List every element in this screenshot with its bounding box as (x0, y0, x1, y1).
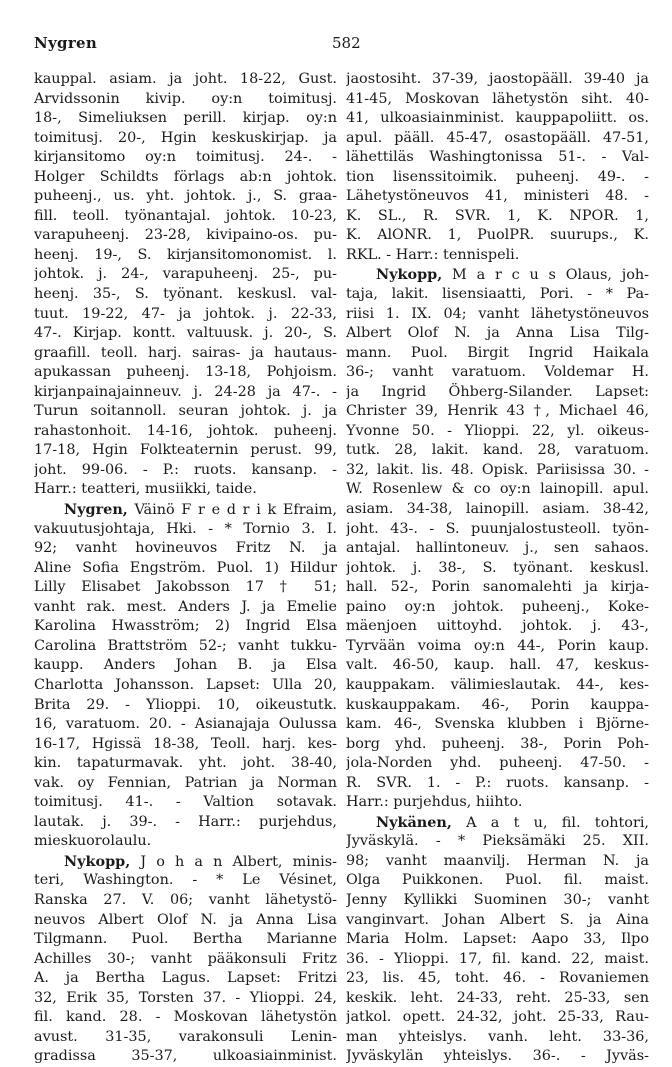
text-line (346, 1028, 649, 1048)
line-text: 41, ulkoasiainminist. kauppapoliitt. os. (346, 110, 649, 127)
text-line (346, 344, 649, 364)
line-text: Olaus, joh- (555, 267, 649, 284)
line-text: Christer 39, Henrik 43 †, Michael 46, (346, 403, 649, 420)
text-line (34, 911, 337, 931)
text-line (34, 168, 337, 188)
line-text: , fil. tohtori, (542, 814, 649, 831)
line-text: Arvidssonin kivip. oy:n toimitusj. (34, 90, 337, 107)
entry-given-names: M a r c u s (452, 267, 556, 284)
text-line (346, 226, 649, 246)
line-text: jola-Norden yhd. puheenj. 47-50. - (346, 755, 649, 772)
text-line (346, 637, 649, 657)
running-head: Nygren (34, 34, 98, 52)
text-line (346, 70, 649, 90)
line-text: 47-. Kirjap. kontt. valtuusk. j. 20-, S. (34, 325, 337, 342)
line-text: kauppal. asiam. ja joht. 18-22, Gust. (34, 71, 337, 87)
line-text: keskik. leht. 24-33, reht. 25-33, sen (346, 989, 649, 1006)
text-line (34, 520, 337, 540)
line-text: heenj. 35-, S. työnant. keskusl. val- (34, 286, 337, 303)
line-text: A. ja Bertha Lagus. Lapset: Fritzi (34, 970, 337, 987)
text-line (346, 285, 649, 305)
entry-given-names: J o h a n (140, 853, 223, 870)
text-line (34, 187, 337, 207)
text-line (34, 656, 337, 676)
line-text: 92; vanht hovineuvos Fritz N. ja (34, 540, 337, 557)
text-line (34, 832, 337, 852)
line-text: hall. 52-, Porin sanomalehti ja kirja- (346, 579, 649, 596)
text-line (34, 461, 337, 481)
line-text: 32, Erik 35, Torsten 37. - Ylioppi. 24, (34, 989, 337, 1006)
text-line (34, 617, 337, 637)
text-line (34, 578, 337, 598)
line-text: paino oy:n johtok. puheenj., Koke- (346, 598, 649, 615)
line-text: Jyväskylä. - * Pieksämäki 25. XII. (346, 833, 649, 850)
text-line (346, 696, 649, 716)
line-text: Tyrvään voima oy:n 44-, Porin kaup. (346, 637, 649, 654)
text-line (34, 871, 337, 891)
line-text: mäenjoen uittoyhd. johtok. j. 43-, (346, 618, 649, 635)
line-text: toimitusj. 41-. - Valtion sotavak. (34, 794, 337, 811)
text-line (346, 559, 649, 579)
text-line (346, 520, 649, 540)
entry-surname: Nygren, (64, 501, 128, 519)
text-line (34, 930, 337, 950)
text-line (346, 950, 649, 970)
text-line (346, 187, 649, 207)
line-text: lautak. j. 39-. - Harr.: purjehdus, (34, 813, 337, 830)
line-text: tion lisenssitoimik. puheenj. 49-. - (346, 168, 649, 185)
line-text: Turun soitannoll. seuran johtok. j. ja (34, 403, 337, 420)
text-line (346, 246, 649, 266)
text-line (34, 813, 337, 833)
entry-surname: Nykänen, (376, 813, 452, 831)
entry-headline (34, 852, 337, 872)
text-line (346, 676, 649, 696)
text-line (346, 422, 649, 442)
text-line (346, 480, 649, 500)
line-text: 23, lis. 45, toht. 46. - Rovaniemen (346, 970, 649, 987)
line-text: 16-17, Hgissä 18-38, Teoll. harj. kes- (34, 735, 337, 752)
line-text: Achilles 30-; vanht pääkonsuli Fritz (34, 950, 337, 967)
line-text: teri, Washington. - * Le Vésinet, (34, 872, 337, 889)
line-text: Maria Holm. Lapset: Aapo 33, Ilpo (346, 931, 649, 948)
line-text: RKL. - Harr.: tennispeli. (346, 246, 520, 263)
entry-given-names: Väinö F r e d r i k (134, 502, 277, 519)
line-text: antajal. hallintoneuv. j., sen sahaos. (346, 540, 649, 557)
text-line (346, 168, 649, 188)
text-line (34, 696, 337, 716)
text-line (346, 324, 649, 344)
line-text: apukassan puheenj. 13-18, Pohjoism. (34, 364, 337, 381)
line-text: 18-, Simeliuksen perill. kirjap. oy:n (34, 110, 337, 127)
line-text: mieskuorolaulu. (34, 833, 152, 850)
text-line (34, 774, 337, 794)
text-line (34, 754, 337, 774)
line-text: 41-45, Moskovan lähetystön siht. 40- (346, 90, 649, 107)
text-line (346, 500, 649, 520)
text-line (34, 989, 337, 1009)
line-text: kam. 46-, Svenska klubben i Björne- (346, 716, 649, 733)
text-line (346, 715, 649, 735)
text-line (34, 324, 337, 344)
text-line (34, 891, 337, 911)
entry-headline (346, 265, 649, 285)
text-line (346, 598, 649, 618)
line-text: graafill. teoll. harj. sairas- ja hautaus- (34, 344, 337, 361)
line-text: vak. oy Fennian, Patrian ja Norman (34, 774, 337, 791)
line-text: Yvonne 50. - Ylioppi. 22, yl. oikeus- (346, 422, 649, 439)
line-text: vanginvart. Johan Albert S. ja Aina (346, 911, 649, 928)
line-text: jaostosiht. 37-39, jaostopääll. 39-40 ja (346, 71, 649, 87)
text-line (346, 129, 649, 149)
text-line (346, 90, 649, 110)
text-line (346, 383, 649, 403)
text-line (34, 90, 337, 110)
page-number: 582 (332, 34, 361, 52)
text-line (346, 461, 649, 481)
line-text: gradissa 35-37, ulkoasiainminist. (34, 1048, 337, 1065)
line-text: fil. kand. 28. - Moskovan lähetystön (34, 1009, 337, 1026)
line-text: kin. tapaturmavak. yht. joht. 38-40, (34, 755, 337, 772)
line-text: Efraim, (276, 502, 337, 519)
text-line (34, 129, 337, 149)
line-text: Albert, minis- (222, 853, 337, 870)
line-text: Brita 29. - Ylioppi. 10, oikeustutk. (34, 696, 337, 713)
text-line (346, 109, 649, 129)
line-text: 17-18, Hgin Folkteaternin perust. 99, (34, 442, 337, 459)
text-line (34, 226, 337, 246)
text-line (346, 441, 649, 461)
text-line (346, 911, 649, 931)
line-text: heenj. 19-, S. kirjansitomonomist. l. (34, 246, 337, 263)
line-text: kuskauppakam. 46-, Porin kauppa- (346, 696, 649, 713)
line-text: Charlotta Johansson. Lapset: Ulla 20, (34, 676, 337, 693)
line-text: joht. 99-06. - P.: ruots. kansanp. - (34, 461, 337, 478)
line-text: johtok. j. 38-, S. työnant. keskusl. (346, 559, 649, 576)
text-line (34, 1008, 337, 1028)
text-line (346, 930, 649, 950)
line-text: K. SL., R. SVR. 1, K. NPOR. 1, (346, 207, 649, 224)
line-text: apul. pääll. 45-47, osastopääll. 47-51, (346, 129, 649, 146)
line-text: kirjanpainajainneuv. j. 24-28 ja 47-. - (34, 383, 337, 400)
text-line (346, 539, 649, 559)
text-line (34, 715, 337, 735)
text-line (34, 676, 337, 696)
line-text: Carolina Brattström 52-; vanht tukku- (34, 637, 337, 654)
line-text: kirjansitomo oy:n toimitusj. 24-. - (34, 149, 337, 166)
text-line (34, 383, 337, 403)
line-text: rahastonhoit. 14-16, johtok. puheenj. (34, 422, 337, 439)
text-line (346, 969, 649, 989)
text-line (346, 148, 649, 168)
text-line (346, 1047, 649, 1067)
line-text: varapuheenj. 23-28, kivipaino-os. pu- (34, 227, 337, 244)
line-text: borg yhd. puheenj. 38-, Porin Poh- (346, 735, 649, 752)
page-header (34, 34, 644, 56)
text-line (346, 871, 649, 891)
text-line (34, 305, 337, 325)
line-text: 16, varatuom. 20. - Asianajaja Oulussa (34, 716, 337, 733)
line-text: jatkol. opett. 24-32, joht. 25-33, Rau- (346, 1009, 649, 1026)
line-text: mann. Puol. Birgit Ingrid Haikala (346, 344, 649, 361)
line-text: man yhteislys. vanh. leht. 33-36, (346, 1028, 649, 1045)
text-line (346, 578, 649, 598)
text-line (34, 285, 337, 305)
text-line (34, 950, 337, 970)
line-text: 98; vanht maanvilj. Herman N. ja (346, 852, 649, 869)
left-column (34, 70, 337, 1067)
text-line (34, 265, 337, 285)
text-line (346, 656, 649, 676)
right-column (346, 70, 649, 1067)
entry-surname: Nykopp, (64, 852, 131, 870)
line-text: neuvos Albert Olof N. ja Anna Lisa (34, 911, 337, 928)
text-line (346, 617, 649, 637)
text-line (34, 480, 337, 500)
line-text: asiam. 34-38, lainopill. asiam. 38-42, (346, 501, 649, 518)
line-text: ja Ingrid Öhberg-Silander. Lapset: (346, 383, 649, 400)
line-text: R. SVR. 1. - P.: ruots. kansanp. - (346, 774, 649, 791)
text-line (346, 1008, 649, 1028)
line-text: Lähetystöneuvos 41, ministeri 48. - (346, 188, 649, 205)
text-line (346, 891, 649, 911)
line-text: riisi 1. IX. 04; vanht lähetystöneuvos (346, 305, 649, 322)
text-line (34, 793, 337, 813)
text-line (34, 637, 337, 657)
text-line (34, 148, 337, 168)
line-text: 36. - Ylioppi. 17, fil. kand. 22, maist. (346, 950, 649, 967)
line-text: Jenny Kyllikki Suominen 30-; vanht (346, 891, 649, 908)
text-line (34, 422, 337, 442)
line-text: taja, lakit. lisensiaatti, Pori. - * Pa- (346, 286, 649, 303)
line-text: johtok. j. 24-, varapuheenj. 25-, pu- (34, 266, 337, 283)
entry-headline (34, 500, 337, 520)
text-line (346, 305, 649, 325)
line-text: valt. 46-50, kaup. hall. 47, keskus- (346, 657, 649, 674)
text-line (34, 70, 337, 90)
text-line (346, 852, 649, 872)
line-text: joht. 43-. - S. puunjalostusteoll. työn- (346, 520, 649, 537)
text-line (346, 402, 649, 422)
text-line (346, 735, 649, 755)
line-text: Lilly Elisabet Jakobsson 17 † 51; (34, 579, 337, 596)
line-text: tutk. 28, lakit. kand. 28, varatuom. (346, 442, 649, 459)
text-line (34, 207, 337, 227)
entry-surname: Nykopp, (376, 266, 443, 284)
text-line (34, 246, 337, 266)
entry-headline (346, 813, 649, 833)
text-line (34, 402, 337, 422)
line-text: vanht rak. mest. Anders J. ja Emelie (34, 598, 337, 615)
text-line (346, 207, 649, 227)
text-line (346, 832, 649, 852)
line-text: Olga Puikkonen. Puol. fil. maist. (346, 872, 649, 889)
line-text: puheenj., us. yht. johtok. j., S. graa- (34, 188, 337, 205)
text-line (34, 344, 337, 364)
text-line (34, 539, 337, 559)
text-line (346, 793, 649, 813)
line-text: Harr.: teatteri, musiikki, taide. (34, 481, 257, 498)
line-text: Karolina Hwasström; 2) Ingrid Elsa (34, 618, 337, 635)
line-text: Harr.: purjehdus, hiihto. (346, 794, 523, 811)
line-text: avust. 31-35, varakonsuli Lenin- (34, 1028, 337, 1045)
text-line (346, 363, 649, 383)
text-line (34, 109, 337, 129)
text-line (34, 735, 337, 755)
line-text: Aline Sofia Engström. Puol. 1) Hildur (34, 559, 337, 576)
line-text: K. AlONR. 1, PuolPR. suurups., K. (346, 227, 649, 244)
text-line (34, 1028, 337, 1048)
line-text: Albert Olof N. ja Anna Lisa Tilg- (346, 325, 649, 342)
line-text: W. Rosenlew & co oy:n lainopill. apul. (346, 481, 649, 498)
text-line (34, 1047, 337, 1067)
text-line (34, 363, 337, 383)
line-text: Tilgmann. Puol. Bertha Marianne (34, 931, 337, 948)
text-line (34, 559, 337, 579)
line-text: toimitusj. 20-, Hgin keskuskirjap. ja (34, 129, 337, 146)
entry-given-names: A a t u (466, 814, 543, 831)
text-line (346, 774, 649, 794)
line-text: 32, lakit. lis. 48. Opisk. Pariisissa 30. - (346, 461, 649, 478)
line-text: tuut. 19-22, 47- ja johtok. j. 22-33, (34, 305, 337, 322)
line-text: Ranska 27. V. 06; vanht lähetystö- (34, 891, 337, 908)
text-line (34, 969, 337, 989)
line-text: 36-; vanht varatuom. Voldemar H. (346, 364, 649, 381)
line-text: fill. teoll. työnantajal. johtok. 10-23, (34, 207, 337, 224)
text-line (34, 598, 337, 618)
line-text: Jyväskylän yhteislys. 36-. - Jyväs- (346, 1048, 649, 1065)
line-text: lähettiläs Washingtonissa 51-. - Val- (346, 149, 649, 166)
line-text: kaupp. Anders Johan B. ja Elsa (34, 657, 337, 674)
line-text: vakuutusjohtaja, Hki. - * Tornio 3. I. (34, 520, 337, 537)
line-text: kauppakam. välimieslautak. 44-, kes- (346, 676, 649, 693)
text-line (346, 754, 649, 774)
line-text: Holger Schildts förlags ab:n johtok. (34, 168, 337, 185)
text-line (346, 989, 649, 1009)
text-line (34, 441, 337, 461)
